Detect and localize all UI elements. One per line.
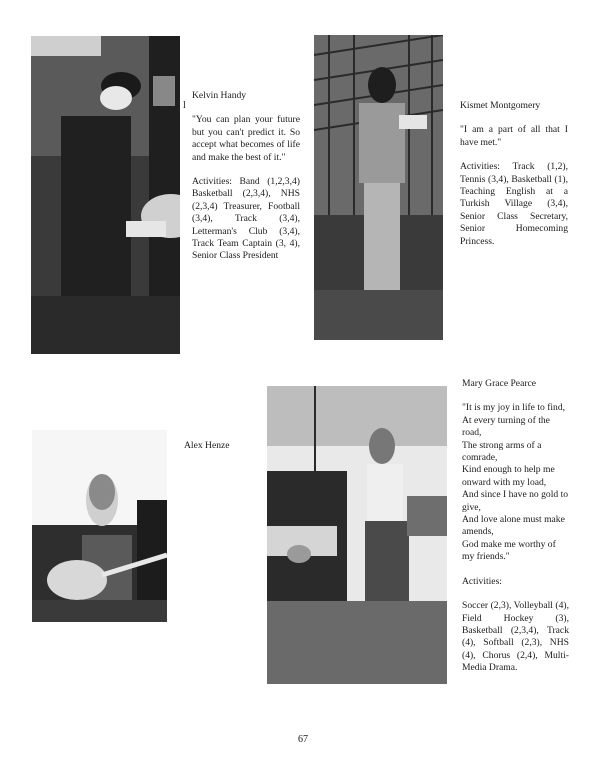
stray-mark: l xyxy=(183,100,186,111)
alex-henze-photo xyxy=(32,430,167,622)
alex-henze-name: Alex Henze xyxy=(184,440,230,451)
kelvin-handy-name: Kelvin Handy xyxy=(192,90,247,101)
mary-grace-pearce-bio xyxy=(462,378,569,675)
kelvin-handy-activities: Activities: Band (1,2,3,4) Basketball (2,3,4), NHS (2,3,4) Treasurer, Football (3,4), Track (3,4), Letterman's Club (3,4), Track Team Captain (3, 4), Senior Class President xyxy=(192,176,300,262)
mary-grace-pearce-quote: "It is my joy in life to find, At every turning of the road, The strong arms of a comrade, Kind enough to help me onward with my load, And since I have no gold to give, And love alone must make amends, God make me worthy of my friends." xyxy=(462,402,569,563)
mary-grace-pearce-name: Mary Grace Pearce xyxy=(462,378,537,389)
kismet-montgomery-name: Kismet Montgomery xyxy=(460,100,541,111)
kelvin-handy-quote: "You can plan your future but you can't predict it. So accept what becomes of life and make the best of it." xyxy=(192,114,300,163)
mary-grace-pearce-photo xyxy=(267,386,447,684)
kismet-montgomery-photo xyxy=(314,35,443,340)
kismet-montgomery-bio xyxy=(460,100,568,248)
kismet-montgomery-activities: Activities: Track (1,2), Tennis (3,4), Basketball (1), Teaching English at a Turkish Village (3,4), Senior Class Secretary, Senior Homecoming Princess. xyxy=(460,161,568,247)
alex-henze-bio xyxy=(184,440,264,464)
mary-grace-pearce-activities-label: Activities: xyxy=(462,575,502,587)
kismet-montgomery-quote: "I am a part of all that I have met." xyxy=(460,124,568,148)
mary-grace-pearce-activities: Soccer (2,3), Volleyball (4), Field Hockey (3), Basketball (2,3,4), Track (4), Softball (2,3), NHS (4), Chorus (2,4), Multi-Media Drama. xyxy=(462,600,569,674)
kelvin-handy-bio xyxy=(192,90,300,263)
page-number: 67 xyxy=(298,734,308,745)
kelvin-handy-photo xyxy=(31,36,180,354)
